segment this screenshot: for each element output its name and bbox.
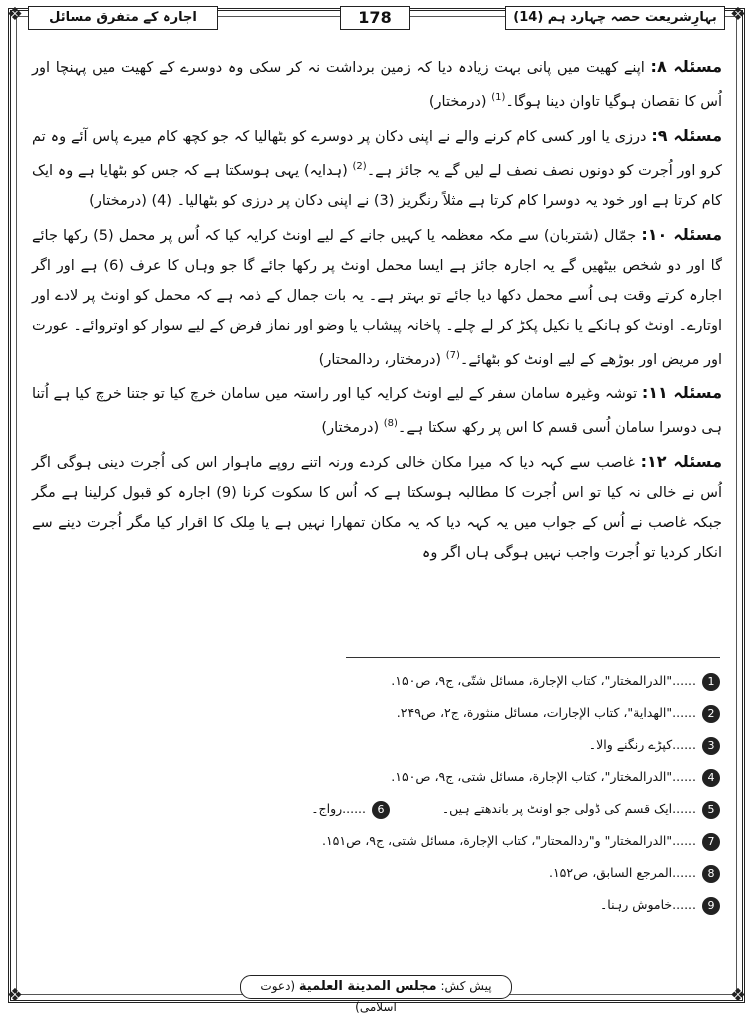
masala-label: مسئلہ ۸: — [650, 57, 723, 76]
masala-source: (ہدایہ) یہی ہوسکتا ہے کہ جس کو بٹھایا ہے وہ ایک کام کرتا ہے اور خود یہ دوسرا کام کرتا ہے مثلاً رنگریز (3) نے اپنی دکان پر درزی کو بٹھالیا۔ (4) (درمختار) — [32, 162, 722, 209]
footnote-number: 4 — [702, 769, 720, 787]
masala-source: (درمختار) — [428, 93, 487, 110]
publisher-name: مجلس المدينة العلمية — [298, 979, 437, 994]
main-text — [32, 52, 722, 572]
masala-10 — [32, 220, 722, 375]
footnote-number: 5 — [702, 801, 720, 819]
footnote-number: 8 — [702, 865, 720, 883]
footnote-text: ......"الدرالمختار"، كتاب الإجارة، مسائل شتى، ج۹، ص۱۵۰. — [391, 769, 696, 784]
masala-source: (درمختار، ردالمحتار) — [318, 351, 442, 368]
corner-ornament-icon: ❖ — [729, 4, 747, 25]
footnote-text: ......ایک قسم کی ڈولی جو اونٹ پر باندھتے ہیں۔ — [441, 801, 696, 816]
chapter-title: اجارہ کے متفرق مسائل — [28, 6, 218, 30]
masala-source: (درمختار) — [321, 420, 380, 437]
footnote-item — [391, 764, 720, 790]
footnote-item — [311, 796, 390, 822]
footnote-item — [322, 828, 720, 854]
masala-text: توشہ وغیرہ سامان سفر کے لیے اونٹ کرایہ کیا اور راستہ میں سامان خرچ کیا تو جتنا خرچ کیا ہے اُتنا ہی دوسرا سامان اُسی قسم کا اس پر رکھ سکتا ہے۔ — [32, 386, 722, 437]
footnote-ref: (2) — [352, 160, 367, 172]
masala-12 — [32, 447, 722, 568]
masala-9 — [32, 121, 722, 216]
masala-label: مسئلہ ۹: — [651, 125, 722, 145]
footnote-number: 1 — [702, 673, 720, 691]
footnote-number: 3 — [702, 737, 720, 755]
footnote-ref: (7) — [445, 349, 460, 361]
masala-8 — [32, 52, 722, 117]
masala-text: جمّال (شتربان) سے مکہ معظمہ یا کہیں جانے کے لیے اونٹ کرایہ کیا کہ اُس پر محمل (5) رکھا جائے گا اور دو شخص بیٹھیں گے یہ اجارہ جائز ہے ایسا محمل اونٹ پر رکھا جائے گا جو وہاں کا عرف (6) ہے اور اگر اجارہ کرتے وقت ہی اُسے محمل دکھا دیا جائے تو بہتر ہے۔ یہ بات جمال کے ذمہ ہے کہ محمل کو اونٹ پر لادے اور اوتارے۔ اونٹ کو ہانکے یا نکیل پکڑ کر لے چلے۔ پاخانہ پیشاب یا وضو اور نماز فرض کے لیے سوار کو اوتروائے۔ عورت اور مریض اور بوڑھے کے لیے اونٹ کو بٹھائے۔ — [32, 227, 722, 368]
masala-text: درزی یا اور کسی کام کرنے والے نے اپنی دکان پر دوسرے کو بٹھالیا کہ جو کچھ کام میرے پاس آئے وہ تم کرو اور اُجرت کو دونوں نصف نصف لے لیں گے یہ جائز ہے۔ — [32, 128, 722, 179]
footnote-number: 9 — [702, 897, 720, 915]
footnote-number: 7 — [702, 833, 720, 851]
footnote-ref: (1) — [491, 92, 506, 103]
footnote-item — [442, 796, 720, 822]
corner-ornament-icon: ❖ — [729, 985, 747, 1006]
footnote-number: 2 — [702, 705, 720, 723]
footer-prefix: پیش کش: — [440, 979, 492, 993]
masala-label: مسئلہ ۱۱: — [641, 383, 722, 403]
masala-text: اپنے کھیت میں پانی بہت زیادہ دیا کہ زمین برداشت نہ کر سکی وہ دوسرے کے کھیت میں پہنچا اور اُس کا نقصان ہوگیا تاوان دینا ہوگا۔ — [32, 60, 722, 110]
footnote-text: ......کپڑے رنگنے والا۔ — [588, 737, 696, 752]
footnote-text: ......"الدرالمختار"، كتاب الإجارة، مسائل شتّى، ج۹، ص۱۵۰. — [391, 673, 696, 688]
masala-label: مسئلہ ۱۰: — [641, 224, 723, 244]
masala-11 — [32, 378, 722, 443]
masala-text: غاصب سے کہہ دیا کہ میرا مکان خالی کردے ورنہ اتنے روپے ماہوار اس کی اُجرت دینی ہوگی اگر اُس نے خالی نہ کیا تو اس اُجرت کا مطالبہ ہوسکتا ہے کہ اُس کا سکوت کرنا (9) اجارہ کو قبول کرلینا ہے مگر جبکہ غاصب نے اُس کے جواب میں یہ کہہ دیا کہ یہ مکان تمھارا نہیں ہے یا مِلک کا اقرار کیا مگر اُجرت دینے سے انکار کردیا تو اُجرت واجب نہیں ہوگی ہاں اگر وہ — [32, 455, 722, 562]
page-header — [28, 6, 725, 32]
book-title: بہارِشریعت حصہ چہارد ہم (14) — [505, 6, 725, 30]
footnote-text: ......"الدرالمختار" و"ردالمحتار"، كتاب الإجارة، مسائل شتى، ج۹، ص۱۵۱. — [321, 833, 696, 848]
corner-ornament-icon: ❖ — [6, 4, 24, 25]
footnote-item — [549, 860, 720, 886]
masala-label: مسئلہ ۱۲: — [640, 452, 722, 472]
footnote-item — [391, 668, 720, 694]
footnote-text: ......"الهداية"، كتاب الإجارات، مسائل منثورة، ج۲، ص۲۴۹. — [396, 705, 696, 720]
corner-ornament-icon: ❖ — [6, 985, 24, 1006]
footnote-text: ......المرجع السابق، ص۱۵۲. — [548, 865, 696, 880]
footnote-ref: (8) — [383, 418, 398, 430]
footnote-item — [600, 892, 720, 918]
publisher-footer — [240, 975, 512, 1014]
footnote-text: ......خاموش رہنا۔ — [599, 897, 696, 912]
footnote-divider — [346, 657, 720, 658]
footnote-item — [397, 700, 720, 726]
footer-suffix: (دعوت اسلامی) — [260, 979, 397, 1014]
footnote-item — [589, 732, 720, 758]
footnote-text: ......رواج۔ — [311, 801, 366, 816]
footnote-number: 6 — [372, 801, 390, 819]
page-number: 178 — [340, 6, 410, 30]
